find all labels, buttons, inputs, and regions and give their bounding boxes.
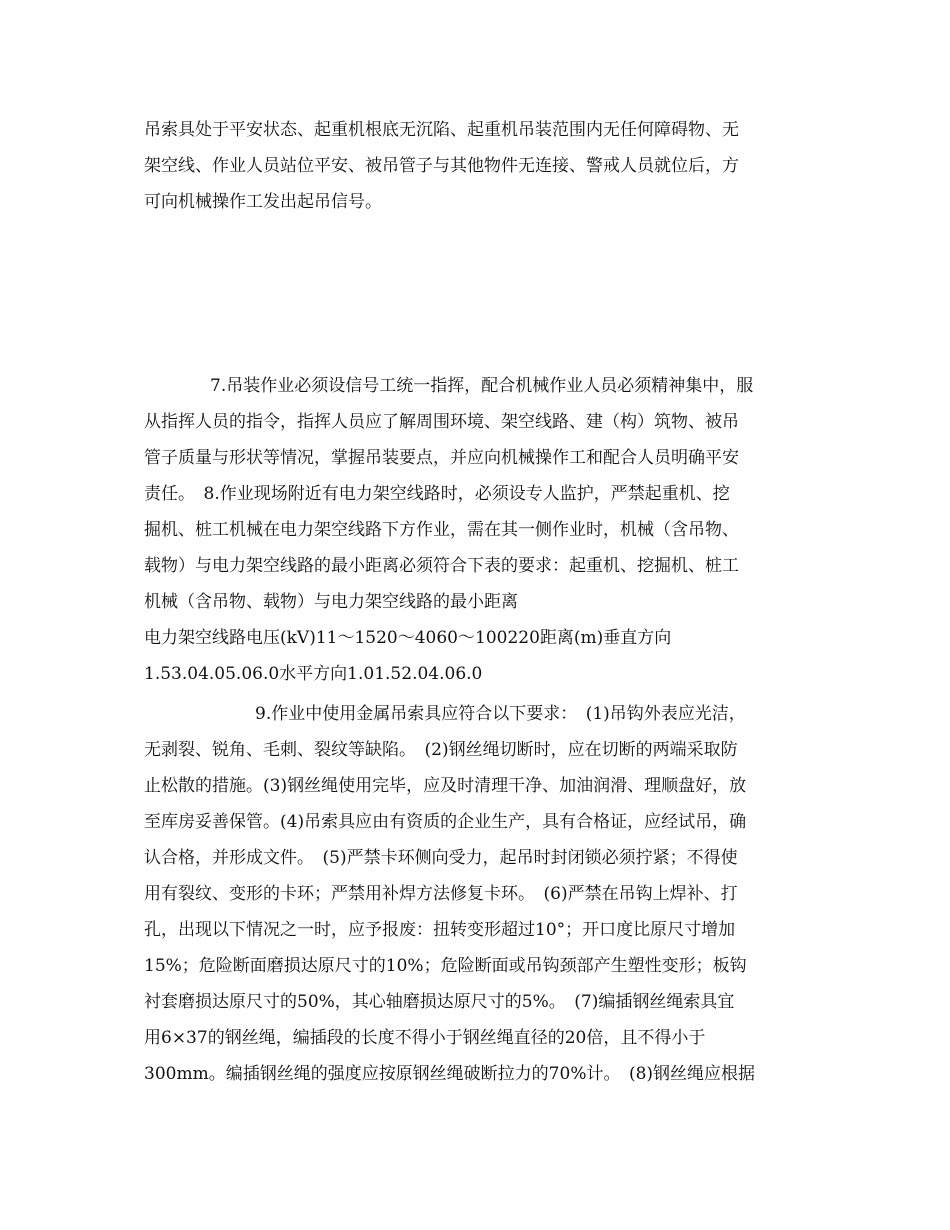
text-line: 用6×37的钢丝绳，编插段的长度不得小于钢丝绳直径的20倍，且不得小于 (144, 1028, 706, 1048)
text-line: 吊索具处于平安状态、起重机根底无沉陷、起重机吊装范围内无任何障碍物、无 (144, 120, 739, 140)
text-line: 从指挥人员的指令，指挥人员应了解周围环境、架空线路、建（构）筑物、被吊 (144, 412, 739, 432)
text-line: 衬套磨损达原尺寸的50%，其心轴磨损达原尺寸的5%。 (7)编插钢丝绳索具宜 (144, 992, 735, 1012)
text-line: 管子质量与形状等情况，掌握吊装要点，并应向机械操作工和配合人员明确平安 (144, 448, 739, 468)
text-line: 掘机、桩工机械在电力架空线路下方作业，需在其一侧作业时，机械（含吊物、 (144, 520, 739, 540)
text-line: 300mm。编插钢丝绳的强度应按原钢丝绳破断拉力的70%计。 (8)钢丝绳应根据 (144, 1064, 756, 1084)
paragraph-start-item-7: 7.吊装作业必须设信号工统一指挥，配合机械作业人员必须精神集中，服 (210, 376, 754, 396)
text-line: 无剥裂、锐角、毛刺、裂纹等缺陷。 (2)钢丝绳切断时，应在切断的两端采取防 (144, 740, 738, 760)
text-line: 止松散的措施。(3)钢丝绳使用完毕，应及时清理干净、加油润滑、理顺盘好，放 (144, 776, 747, 796)
text-line: 15%；危险断面磨损达原尺寸的10%；危险断面或吊钩颈部产生塑性变形；板钩 (144, 956, 747, 976)
text-line: 至库房妥善保管。(4)吊索具应由有资质的企业生产，具有合格证，应经试吊，确 (144, 812, 747, 832)
text-line: 载物）与电力架空线路的最小距离必须符合下表的要求：起重机、挖掘机、桩工 (144, 556, 739, 576)
paragraph-start-item-9: 9.作业中使用金属吊索具应符合以下要求： (1)吊钩外表应光洁， (255, 704, 746, 724)
text-line: 可向机械操作工发出起吊信号。 (144, 192, 382, 212)
table-data-line: 电力架空线路电压(kV)11～1520～4060～100220距离(m)垂直方向 (144, 628, 672, 648)
text-line: 认合格，并形成文件。 (5)严禁卡环侧向受力，起吊时封闭锁必须拧紧；不得使 (144, 848, 738, 868)
table-data-line: 1.53.04.05.06.0水平方向1.01.52.04.06.0 (144, 664, 483, 684)
text-line: 责任。 8.作业现场附近有电力架空线路时，必须设专人监护，严禁起重机、挖 (144, 484, 730, 504)
text-line: 用有裂纹、变形的卡环；严禁用补焊方法修复卡环。 (6)严禁在吊钩上焊补、打 (144, 884, 738, 904)
text-line: 架空线、作业人员站位平安、被吊管子与其他物件无连接、警戒人员就位后，方 (144, 156, 739, 176)
table-caption-line: 机械（含吊物、载物）与电力架空线路的最小距离 (144, 592, 518, 612)
text-line: 孔，出现以下情况之一时，应予报废：扭转变形超过10°；开口度比原尺寸增加 (144, 920, 736, 940)
